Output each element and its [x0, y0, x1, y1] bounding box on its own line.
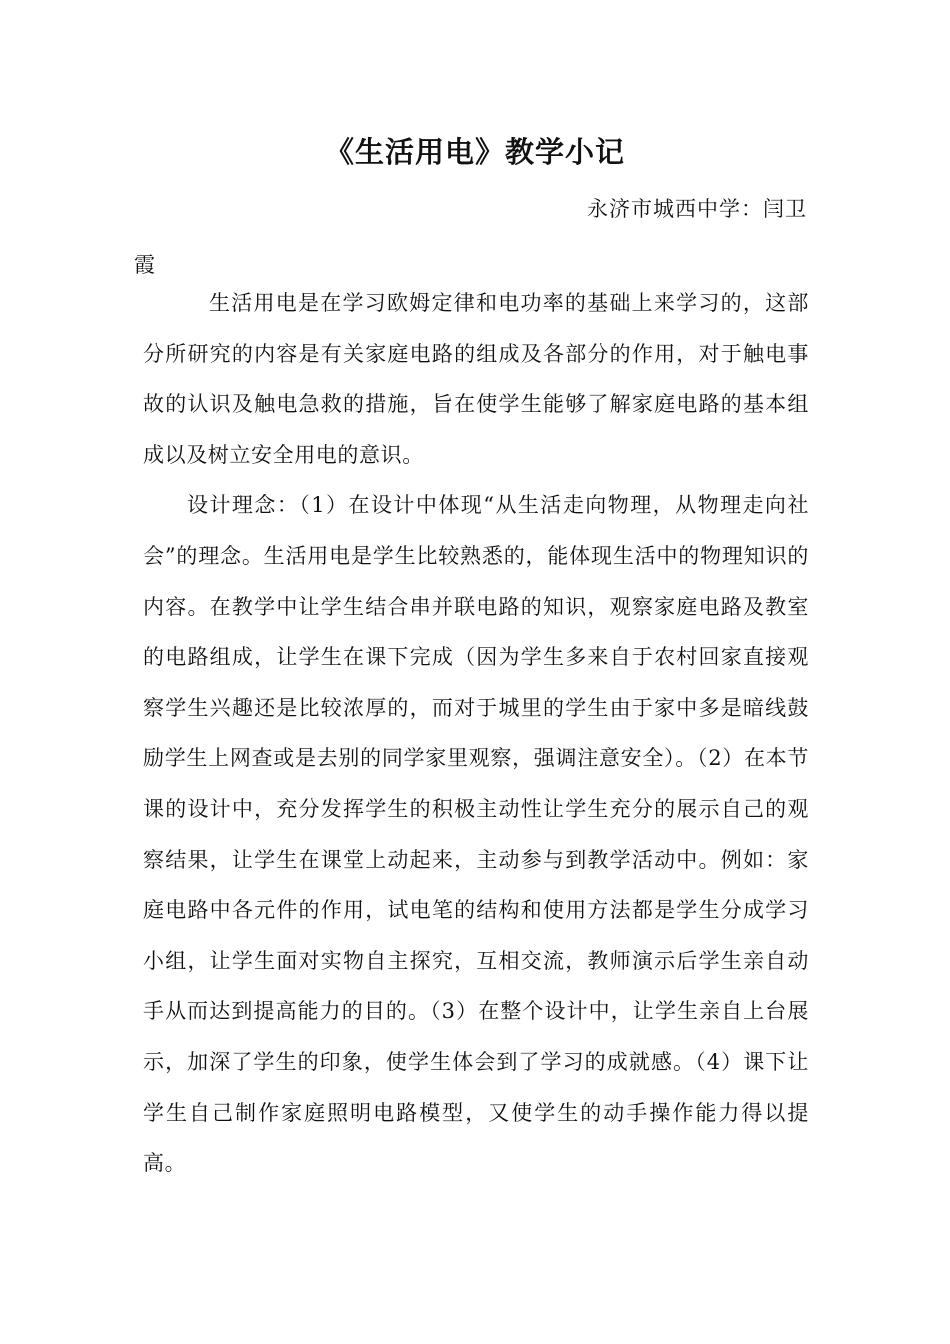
document-title: 《生活用电》教学小记	[324, 135, 625, 169]
author-block	[134, 181, 807, 293]
author-line-1: 永济市城西中学：闫卫	[587, 197, 807, 221]
paragraph-intro: 生活用电是在学习欧姆定律和电功率的基础上来学习的，这部分所研究的内容是有关家庭电路的组成及各部分的作用，对于触电事故的认识及触电急救的措施，旨在使学生能够了解家庭电路的基本组成以及树立安全用电的意识。	[143, 291, 809, 467]
author-line-2: 霞	[134, 253, 156, 277]
body-text	[143, 278, 809, 1189]
paragraph-design-concept: 设计理念：（1）在设计中体现“从生活走向物理，从物理走向社会”的理念。生活用电是学生比较熟悉的，能体现生活中的物理知识的内容。在教学中让学生结合串并联电路的知识，观察家庭电路及教室的电路组成，让学生在课下完成（因为学生多来自于农村回家直接观察学生兴趣还是比较浓厚的，而对于城里的学生由于家中多是暗线鼓励学生上网查或是去别的同学家里观察，强调注意安全）。（2）在本节课的设计中，充分发挥学生的积极主动性让学生充分的展示自己的观察结果，让学生在课堂上动起来，主动参与到教学活动中。例如：家庭电路中各元件的作用，试电笔的结构和使用方法都是学生分成学习小组，让学生面对实物自主探究，互相交流，教师演示后学生亲自动手从而达到提高能力的目的。（3）在整个设计中，让学生亲自上台展示，加深了学生的印象，使学生体会到了学习的成就感。（4）课下让学生自己制作家庭照明电路模型，又使学生的动手操作能力得以提高。	[143, 493, 809, 1176]
